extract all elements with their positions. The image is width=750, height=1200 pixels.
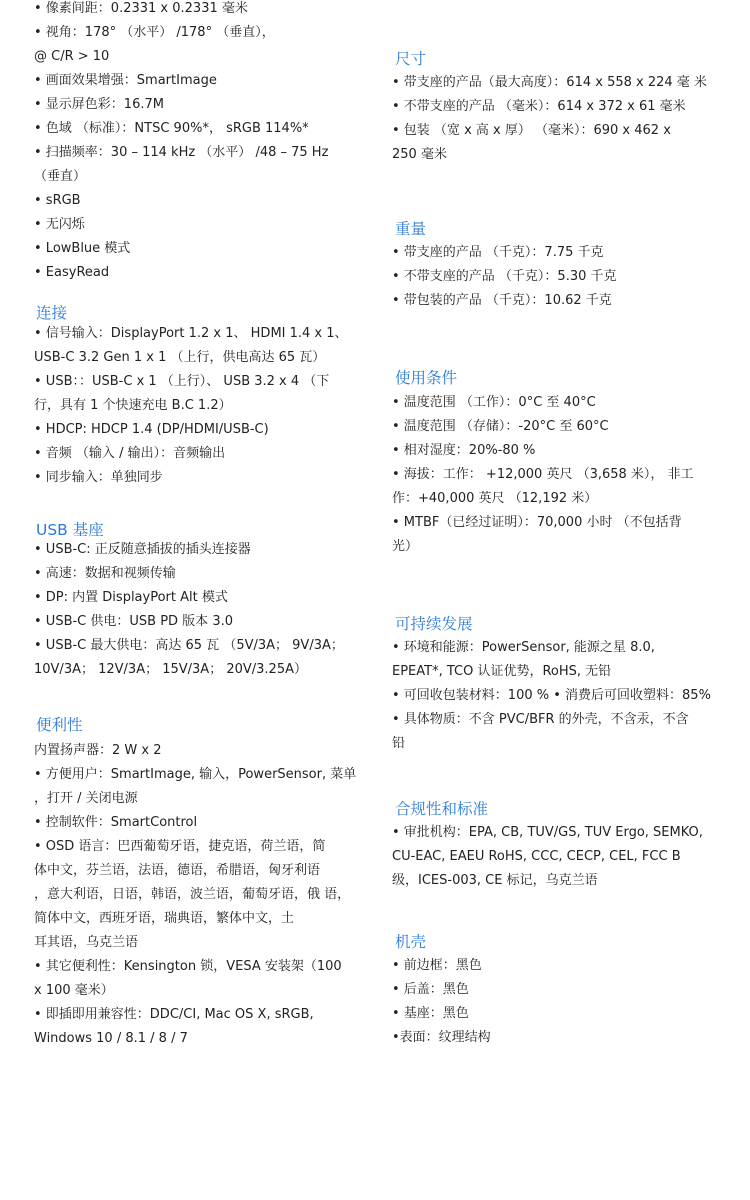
spec-line: （垂直） — [34, 169, 87, 184]
spec-line: • EasyRead — [34, 265, 110, 280]
spec-line: • 审批机构：EPA, CB, TUV/GS, TUV Ergo, SEMKO, — [392, 825, 703, 840]
spec-line: • 其它便利性：Kensington 锁，VESA 安装架（100 — [34, 959, 342, 974]
spec-line: • 海拔：工作： +12,000 英尺 （3,658 米）， 非工 — [392, 467, 694, 482]
spec-line: • 带支座的产品（最大高度）：614 x 558 x 224 毫 米 — [392, 75, 707, 90]
spec-line: • 相对湿度：20%-80 % — [392, 443, 536, 458]
spec-line: • 前边框：黑色 — [392, 958, 482, 973]
size-spec-list — [392, 71, 707, 167]
spec-line: 体中文，芬兰语，法语，德语，希腊语，匈牙利语 — [34, 863, 321, 878]
spec-line: 铅 — [392, 736, 406, 751]
spec-line: • 高速：数据和视频传输 — [34, 566, 176, 581]
section-heading-usb: USB 基座 — [36, 521, 104, 539]
spec-line: • 可回收包装材料：100 % • 消费后可回收塑料：85% — [392, 688, 711, 703]
spec-line: • 温度范围 （工作）：0°C 至 40°C — [392, 395, 596, 410]
spec-line: CU-EAC, EAEU RoHS, CCC, CECP, CEL, FCC B — [392, 849, 681, 864]
spec-line: • MTBF（已经过证明）：70,000 小时 （不包括背 — [392, 515, 682, 530]
spec-line: • sRGB — [34, 193, 81, 208]
spec-line: x 100 毫米） — [34, 983, 114, 998]
spec-line: • 不带支座的产品 （千克）：5.30 千克 — [392, 269, 617, 284]
spec-line: • USB-C 最大供电：高达 65 瓦 （5V/3A； 9V/3A； — [34, 638, 344, 653]
spec-line: 级，ICES-003, CE 标记，乌克兰语 — [392, 873, 598, 888]
section-heading-cabinet: 机壳 — [395, 933, 427, 951]
spec-line: • 环境和能源：PowerSensor, 能源之星 8.0, — [392, 640, 655, 655]
spec-line: • 方便用户：SmartImage, 输入，PowerSensor, 菜单 — [34, 767, 357, 782]
spec-line: • 带支座的产品 （千克）：7.75 千克 — [392, 245, 604, 260]
spec-line: • 扫描频率：30 – 114 kHz （水平） /48 – 75 Hz — [34, 145, 329, 160]
spec-line: • OSD 语言：巴西葡萄牙语，捷克语，荷兰语，简 — [34, 839, 326, 854]
spec-line: ，打开 / 关闭电源 — [34, 791, 138, 806]
usb-spec-list — [34, 538, 344, 682]
section-heading-sustainability: 可持续发展 — [395, 615, 473, 633]
spec-line: ，意大利语，日语，韩语，波兰语，葡萄牙语，俄 语， — [34, 887, 351, 902]
spec-line: 耳其语，乌克兰语 — [34, 935, 139, 950]
spec-line: EPEAT*, TCO 认证优势，RoHS, 无铅 — [392, 664, 612, 679]
spec-line: • DP: 内置 DisplayPort Alt 模式 — [34, 590, 228, 605]
section-heading-conditions: 使用条件 — [395, 369, 458, 387]
spec-line: •表面：纹理结构 — [392, 1030, 491, 1045]
spec-line: • 后盖：黑色 — [392, 982, 469, 997]
spec-line: • 显示屏色彩：16.7M — [34, 97, 164, 112]
spec-line: • 温度范围 （存储）：-20°C 至 60°C — [392, 419, 609, 434]
spec-line: • 视角：178° （水平） /178° （垂直）， — [34, 25, 275, 40]
spec-line: 内置扬声器：2 W x 2 — [34, 743, 162, 758]
spec-line: • USB：：USB-C x 1 （上行）、 USB 3.2 x 4 （下 — [34, 374, 330, 389]
section-heading-compliance: 合规性和标准 — [395, 800, 489, 818]
spec-line: • 包装 （宽 x 高 x 厚） （毫米）：690 x 462 x — [392, 123, 671, 138]
section-heading-size: 尺寸 — [395, 50, 427, 68]
spec-line: • 带包装的产品 （千克）：10.62 千克 — [392, 293, 612, 308]
spec-line: • 无闪烁 — [34, 217, 85, 232]
convenience-spec-list — [34, 739, 356, 1051]
spec-line: @ C/R > 10 — [34, 49, 110, 64]
spec-line: 光） — [392, 539, 419, 554]
spec-line: 作：+40,000 英尺 （12,192 米） — [392, 491, 598, 506]
spec-line: 简体中文，西班牙语，瑞典语，繁体中文，土 — [34, 911, 295, 926]
spec-line: • 不带支座的产品 （毫米）：614 x 372 x 61 毫米 — [392, 99, 686, 114]
section-heading-connect: 连接 — [36, 304, 68, 322]
section-heading-convenience: 便利性 — [36, 716, 83, 734]
spec-line: 行，具有 1 个快速充电 B.C 1.2） — [34, 398, 232, 413]
spec-line: • USB-C 供电：USB PD 版本 3.0 — [34, 614, 233, 629]
spec-line: • 基座：黑色 — [392, 1006, 469, 1021]
spec-line: • USB-C: 正反随意插拔的插头连接器 — [34, 542, 251, 557]
spec-line: Windows 10 / 8.1 / 8 / 7 — [34, 1031, 188, 1046]
spec-line: 250 毫米 — [392, 147, 447, 162]
spec-line: • 具体物质：不含 PVC/BFR 的外壳，不含汞，不含 — [392, 712, 689, 727]
compliance-spec-list — [392, 821, 703, 893]
spec-line: • 音频 （输入 / 输出）：音频输出 — [34, 446, 226, 461]
conditions-spec-list — [392, 391, 694, 559]
spec-line: • LowBlue 模式 — [34, 241, 131, 256]
cabinet-spec-list — [392, 954, 491, 1050]
spec-line: • HDCP: HDCP 1.4 (DP/HDMI/USB-C) — [34, 422, 269, 437]
spec-line: • 同步输入：单独同步 — [34, 470, 163, 485]
sustainability-spec-list — [392, 636, 711, 756]
spec-line: USB-C 3.2 Gen 1 x 1 （上行，供电高达 65 瓦） — [34, 350, 326, 365]
spec-line: • 像素间距：0.2331 x 0.2331 毫米 — [34, 1, 248, 16]
intro-spec-list — [34, 0, 328, 285]
weight-spec-list — [392, 241, 617, 313]
spec-line: • 画面效果增强：SmartImage — [34, 73, 217, 88]
spec-line: • 控制软件：SmartControl — [34, 815, 198, 830]
spec-line: • 色域 （标准）：NTSC 90%*， sRGB 114%* — [34, 121, 309, 136]
connect-spec-list — [34, 322, 348, 490]
spec-line: • 信号输入：DisplayPort 1.2 x 1、 HDMI 1.4 x 1、 — [34, 326, 348, 341]
spec-line: 10V/3A； 12V/3A； 15V/3A； 20V/3.25A） — [34, 662, 307, 677]
spec-line: • 即插即用兼容性：DDC/CI, Mac OS X, sRGB, — [34, 1007, 314, 1022]
section-heading-weight: 重量 — [395, 220, 427, 238]
